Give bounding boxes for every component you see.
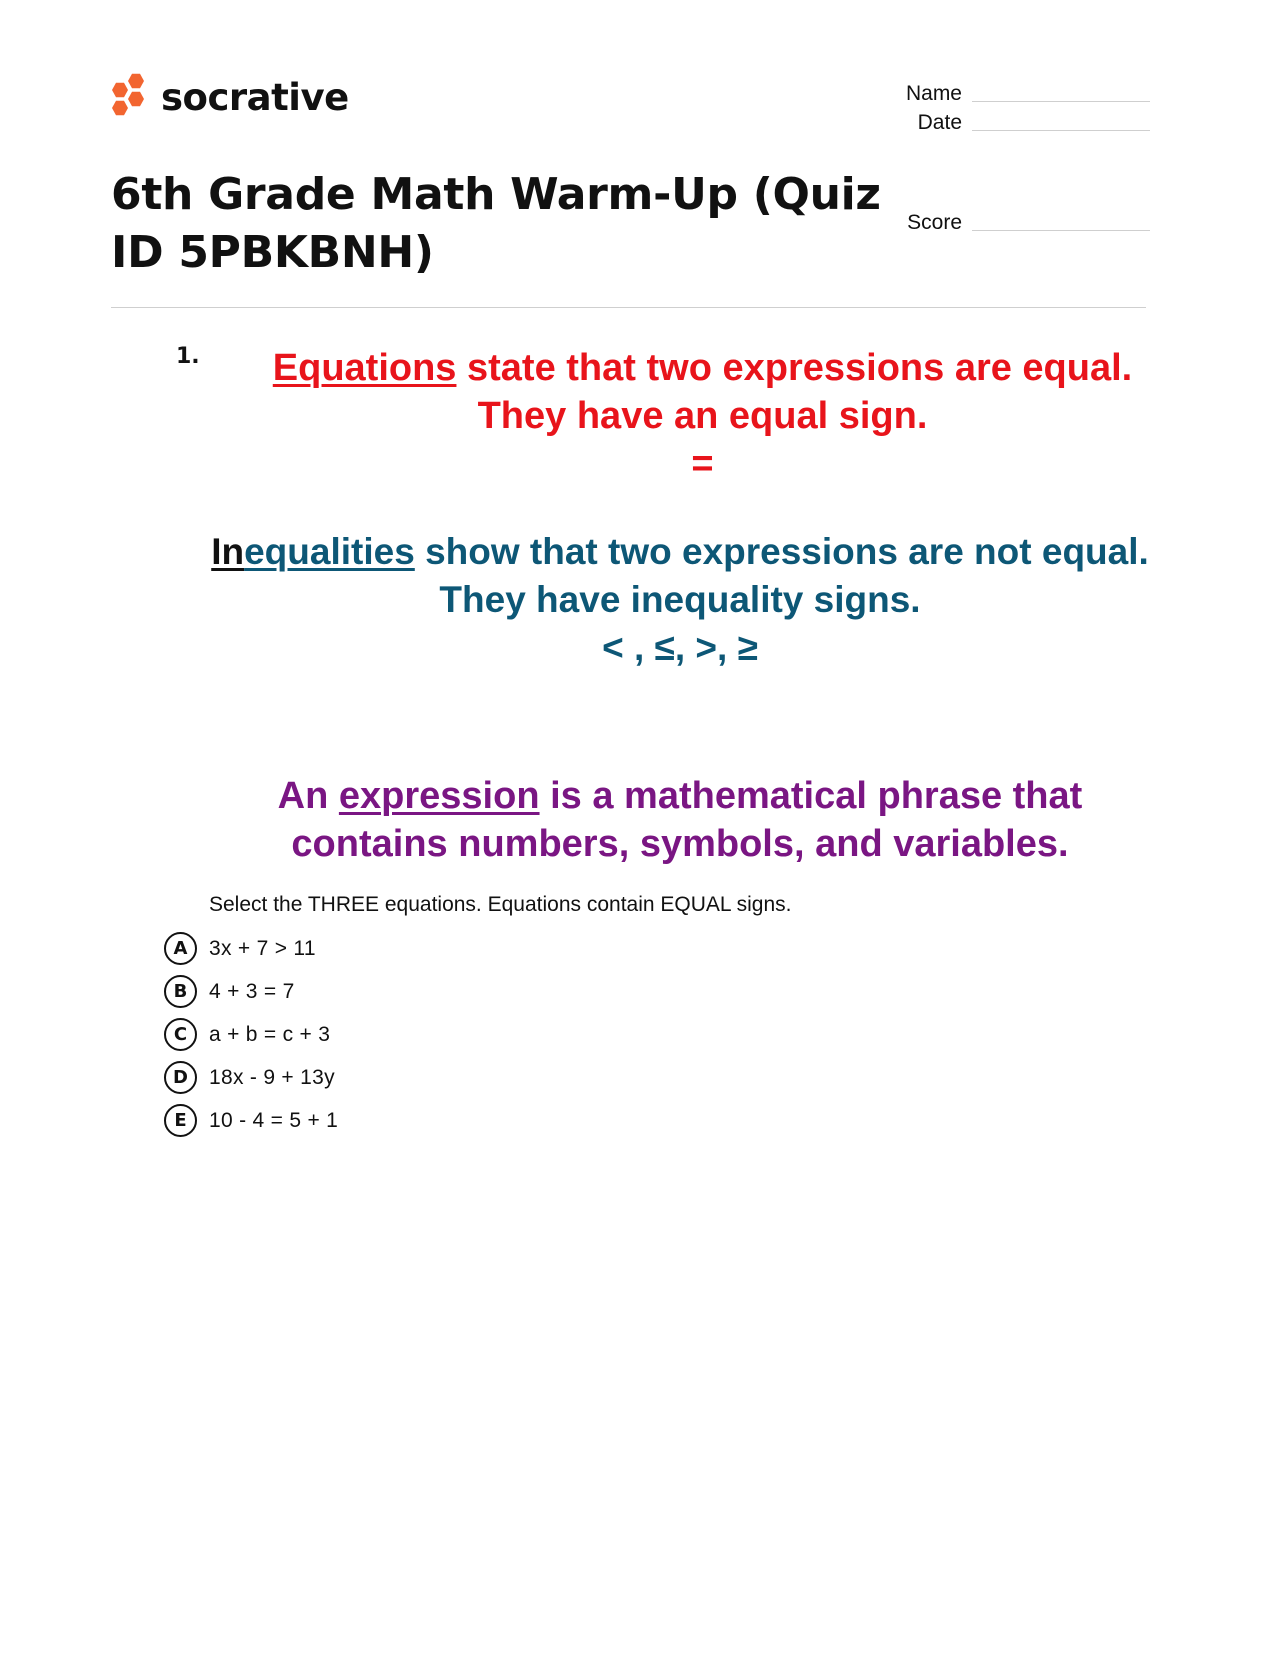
hexagon-cluster-icon bbox=[111, 73, 149, 121]
expression-term: expression bbox=[338, 775, 540, 817]
option-e-bubble[interactable]: E bbox=[164, 1104, 197, 1137]
option-b[interactable] bbox=[164, 970, 338, 1013]
expression-definition-text: is a mathematical phrase that bbox=[539, 775, 1083, 817]
option-d-bubble[interactable]: D bbox=[164, 1061, 197, 1094]
name-input-line[interactable] bbox=[972, 101, 1150, 102]
option-a-text: 3x + 7 > 11 bbox=[209, 936, 316, 960]
option-a[interactable] bbox=[164, 927, 338, 970]
question-prompt: Select the THREE equations. Equations contain EQUAL signs. bbox=[209, 893, 792, 916]
equations-definition-text: state that two expressions are equal. bbox=[456, 347, 1133, 389]
question-image bbox=[200, 345, 1160, 871]
date-input-line[interactable] bbox=[972, 130, 1150, 131]
option-d[interactable] bbox=[164, 1056, 338, 1099]
header-divider bbox=[111, 307, 1146, 308]
option-b-text: 4 + 3 = 7 bbox=[209, 979, 295, 1003]
expression-definition-line1 bbox=[200, 775, 1160, 823]
inequalities-term-prefix: In bbox=[211, 531, 245, 572]
equal-sign-symbol: = bbox=[691, 443, 714, 485]
date-label: Date bbox=[917, 111, 962, 134]
name-label: Name bbox=[905, 82, 962, 105]
quiz-title: 6th Grade Math Warm-Up (Quiz ID 5PBKBNH) bbox=[111, 169, 881, 278]
socrative-logo bbox=[111, 72, 349, 122]
inequalities-definition-line2: They have inequality signs. bbox=[439, 579, 921, 620]
expression-definition-line2: contains numbers, symbols, and variables. bbox=[291, 823, 1069, 865]
question-number: 1. bbox=[176, 344, 200, 369]
equations-definition-line2: They have an equal sign. bbox=[477, 395, 928, 437]
option-b-bubble[interactable]: B bbox=[164, 975, 197, 1008]
score-field[interactable] bbox=[880, 203, 1150, 233]
inequalities-term: equalities bbox=[244, 531, 415, 572]
inequality-symbols: < , ≤, >, ≥ bbox=[602, 627, 758, 668]
option-c-bubble[interactable]: C bbox=[164, 1018, 197, 1051]
inequalities-definition-text: show that two expressions are not equal. bbox=[414, 531, 1149, 572]
expression-definition-start: An bbox=[277, 775, 339, 817]
date-field[interactable] bbox=[880, 103, 1150, 133]
score-label: Score bbox=[907, 211, 962, 234]
option-a-bubble[interactable]: A bbox=[164, 932, 197, 965]
equations-term: Equations bbox=[272, 347, 457, 389]
answer-options bbox=[164, 927, 338, 1142]
inequalities-definition-line1 bbox=[200, 531, 1160, 579]
option-c[interactable] bbox=[164, 1013, 338, 1056]
score-input-line[interactable] bbox=[972, 230, 1150, 231]
option-d-text: 18x - 9 + 13y bbox=[209, 1065, 335, 1089]
name-field[interactable] bbox=[880, 74, 1150, 104]
option-e-text: 10 - 4 = 5 + 1 bbox=[209, 1108, 339, 1132]
option-c-text: a + b = c + 3 bbox=[209, 1022, 331, 1046]
option-e[interactable] bbox=[164, 1099, 338, 1142]
brand-name: socrative bbox=[161, 75, 349, 119]
equations-definition-line1 bbox=[200, 347, 1160, 395]
